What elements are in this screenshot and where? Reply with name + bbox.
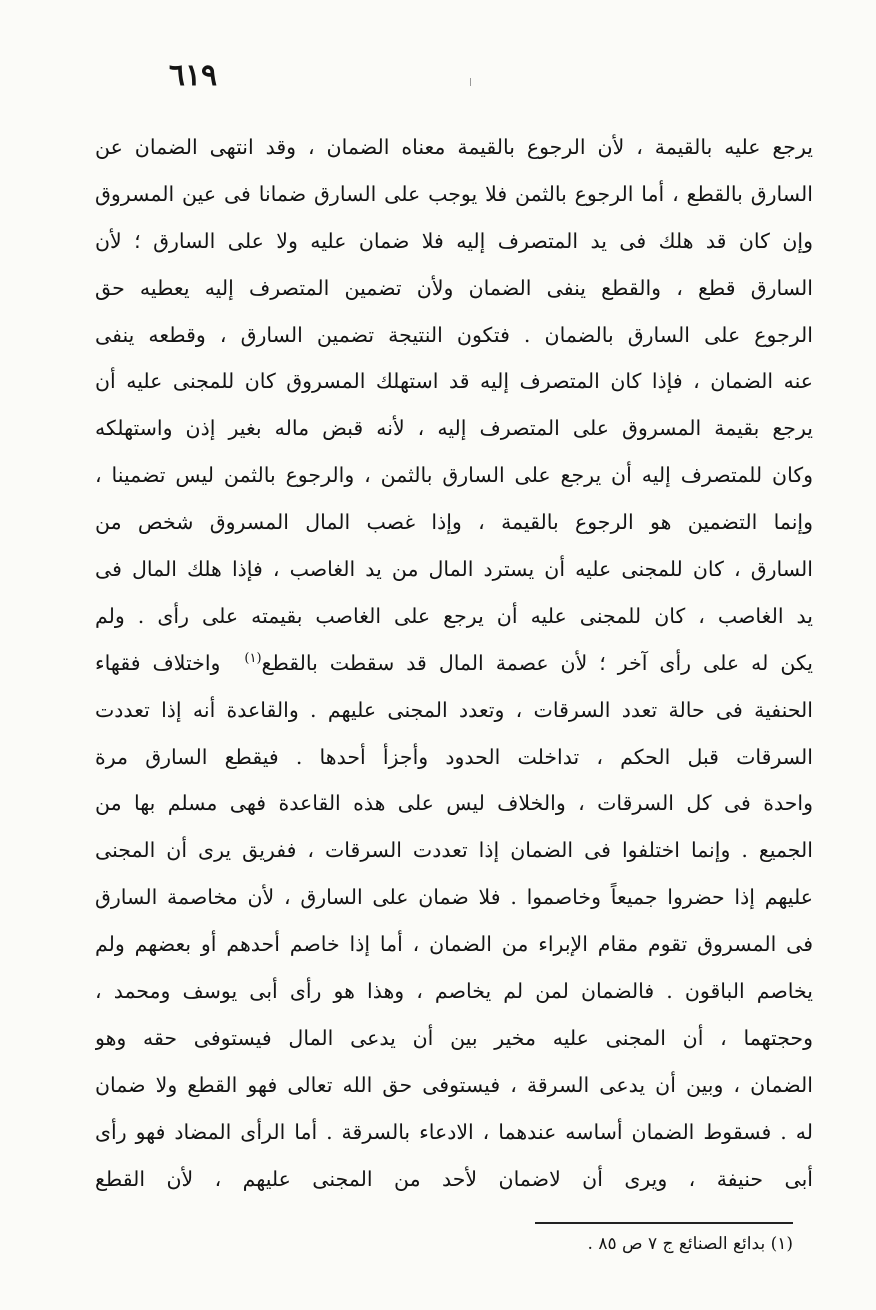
footnote-reference: (١) (244, 650, 262, 666)
text-line: عنه الضمان ، فإذا كان المتصرف إليه قد استهلك المسروق كان للمجنى عليه أن (95, 369, 813, 394)
text-line: الجميع . وإنما اختلفوا فى الضمان إذا تعددت السرقات ، ففريق يرى أن المجنى (95, 838, 813, 863)
text-line-with-footnote (95, 640, 813, 687)
text-line: الضمان ، وبين أن يدعى السرقة ، فيستوفى حق الله تعالى فهو القطع ولا ضمان (95, 1072, 813, 1097)
text-line: فى المسروق تقوم مقام الإبراء من الضمان ، أما إذا خاصم أحدهم أو بعضهم ولم (95, 932, 813, 957)
text-line: الرجوع على السارق بالضمان . فتكون النتيجة تضمين السارق ، وقطعه ينفى (95, 322, 813, 347)
page-number: ٦١٩ (168, 58, 218, 93)
text-line: يرجع بقيمة المسروق على المتصرف إليه ، لأنه قبض ماله بغير إذن واستهلكه (95, 416, 813, 441)
text-line: السرقات قبل الحكم ، تداخلت الحدود وأجزأ أحدها . فيقطع السارق مرة (95, 744, 813, 769)
footnote-divider (535, 1222, 793, 1224)
text-line: السارق ، كان للمجنى عليه أن يسترد المال من يد الغاصب ، فإذا هلك المال فى (95, 557, 813, 582)
text-line: واحدة فى كل السرقات ، والخلاف ليس على هذه القاعدة فهى مسلم بها من (95, 791, 813, 816)
footnote: (١) بدائع الصنائع ج ٧ ص ٨٥ . (587, 1234, 793, 1254)
text-segment: واختلاف فقهاء (95, 650, 221, 675)
text-line: عليهم إذا حضروا جميعاً وخاصموا . فلا ضمان على السارق ، لأن مخاصمة السارق (95, 885, 813, 910)
text-line: له . فسقوط الضمان أساسه عندهما ، الادعاء بالسرقة . أما الرأى المضاد فهو رأى (95, 1119, 813, 1144)
text-line: يد الغاصب ، كان للمجنى عليه أن يرجع على الغاصب بقيمته على رأى . ولم (95, 603, 813, 628)
text-line: وإنما التضمين هو الرجوع بالقيمة ، وإذا غصب المال المسروق شخص من (95, 510, 813, 535)
text-segment: يكن له على رأى آخر ؛ لأن عصمة المال قد سقطت بالقطع (261, 650, 813, 675)
text-line: السارق قطع ، والقطع ينفى الضمان ولأن تضمين المتصرف إليه يعطيه حق (95, 275, 813, 300)
text-line: الحنفية فى حالة تعدد السرقات ، وتعدد المجنى عليهم . والقاعدة أنه إذا تعددت (95, 697, 813, 722)
text-line: السارق بالقطع ، أما الرجوع بالثمن فلا يوجب على السارق ضمانا فى عين المسروق (95, 181, 813, 206)
text-line: وإن كان قد هلك فى يد المتصرف إليه فلا ضمان عليه ولا على السارق ؛ لأن (95, 228, 813, 253)
body-text (95, 124, 813, 1202)
text-line: وكان للمتصرف إليه أن يرجع على السارق بالثمن ، والرجوع بالثمن ليس تضمينا ، (95, 463, 813, 488)
text-line: يرجع عليه بالقيمة ، لأن الرجوع بالقيمة معناه الضمان ، وقد انتهى الضمان عن (95, 135, 813, 159)
text-line: وحجتهما ، أن المجنى عليه مخير بين أن يدعى المال فيستوفى حقه وهو (95, 1025, 813, 1050)
text-line: أبى حنيفة ، ويرى أن لاضمان لأحد من المجنى عليهم ، لأن القطع (95, 1166, 813, 1191)
text-line: يخاصم الباقون . فالضمان لمن لم يخاصم ، وهذا هو رأى أبى يوسف ومحمد ، (95, 979, 813, 1004)
scan-speck (470, 78, 471, 86)
